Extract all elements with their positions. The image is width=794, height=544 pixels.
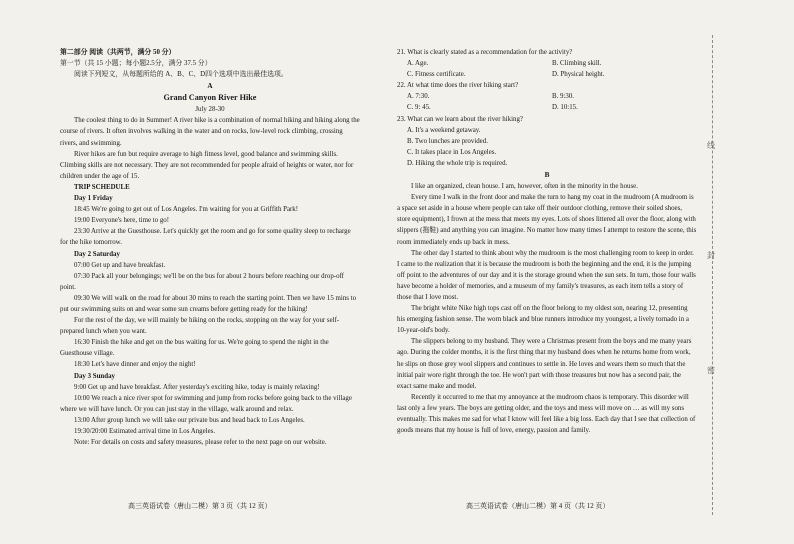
schedule-item: 23:30 Arrive at the Guesthouse. Let's quickly get the room and go for some quality sleep to recharge for the hike tomorrow. bbox=[60, 228, 351, 247]
schedule-item: 19:30/20:00 Estimated arrival time in Los Angeles. bbox=[74, 428, 216, 435]
option: D. 10:15. bbox=[552, 104, 578, 112]
question-23-options bbox=[397, 125, 697, 169]
schedule-item: 09:30 We will walk on the road for about 30 mins to reach the starting point. Then we have 15 mins to put our swimming suits on and wear some sun creams before getting ready for the hiking! bbox=[60, 294, 357, 313]
passage-a-date: July 28-30 bbox=[195, 106, 225, 114]
question-22-options bbox=[397, 91, 697, 113]
option: C. 9: 45. bbox=[407, 104, 431, 112]
page-footer-left: 高三英语试卷（唐山二模）第 3 页（共 12 页） bbox=[128, 502, 272, 510]
margin-mark: 封 bbox=[707, 251, 715, 260]
right-column bbox=[397, 47, 697, 436]
option: B. 9:30. bbox=[552, 93, 575, 101]
part-header: 第二部分 阅读（共两节，满分 50 分） bbox=[60, 49, 176, 56]
option: C. It takes place in Los Angeles. bbox=[407, 148, 497, 156]
schedule-item: 13:00 After group lunch we will take our private bus and head back to Los Angeles. bbox=[74, 416, 305, 424]
paragraph: Recently it occurred to me that my annoyance at the mudroom chaos is temporary. This disorder will last only a few years. The boys are getting older, and the toys and mess will move on … as will my sons eventually. This makes me sad for what I know will feel like a big loss. Each day that I see that collection of goods means that my house is full of love, energy, passion and family. bbox=[397, 393, 696, 435]
schedule-item: 18:45 We're going to get out of Los Angeles. I'm waiting for you at Griffith Park! bbox=[74, 206, 299, 214]
paragraph: The other day I started to think about why the mudroom is the most challenging room to keep in order. I came to the realization that it is because the mudroom is both the beginning and the end, it is the jumping off point to the adventures of our day and it is the storage ground when the sun sets. In turn, those four walls have become a holder of memories, and a museum of my family's treasures, as each item tells a story of those that I love most. bbox=[397, 249, 696, 301]
instruction: 阅读下列短文，从每题所给的 A、B、C、D四个选项中选出最佳选项。 bbox=[74, 71, 288, 79]
schedule-item: 19:00 Everyone's here, time to go! bbox=[74, 217, 170, 225]
option: D. Hiking the whole trip is required. bbox=[407, 159, 508, 167]
paragraph: River hikes are fun but require average to high fitness level, good balance and swimming skills. Climbing skills are not necessary. They are not recommended for people afraid of heights or water, nor for children under the age of 15. bbox=[60, 150, 354, 180]
option: C. Fitness certificate. bbox=[407, 71, 466, 79]
schedule-item: 18:30 Let's have dinner and enjoy the night! bbox=[74, 361, 196, 369]
option: D. Physical height. bbox=[552, 71, 605, 79]
schedule-heading: TRIP SCHEDULE bbox=[74, 183, 130, 191]
option: A. It's a weekend getaway. bbox=[407, 126, 481, 134]
note: Note: For details on costs and safety measures, please refer to the next page on our website. bbox=[74, 439, 327, 447]
binding-margin-line bbox=[712, 35, 713, 515]
schedule-item: For the rest of the day, we will mainly be hiking on the rocks, stopping on the way for your self-prepared lunch when you want. bbox=[60, 317, 340, 336]
schedule-item: 07:00 Get up and have breakfast. bbox=[74, 261, 166, 269]
question-21: 21. What is clearly stated as a recommendation for the activity? bbox=[397, 49, 573, 56]
question-22: 22. At what time does the river hiking start? bbox=[397, 82, 519, 90]
option: A. Age. bbox=[407, 60, 429, 68]
margin-mark: 线 bbox=[707, 141, 715, 150]
day-heading: Day 3 Sunday bbox=[74, 372, 115, 380]
day-heading: Day 2 Saturday bbox=[74, 250, 120, 258]
passage-a-letter: A bbox=[207, 82, 213, 91]
section-header: 第一节（共 15 小题；每小题2.5分，满分 37.5 分） bbox=[60, 60, 212, 68]
margin-mark: 密 bbox=[707, 366, 715, 375]
paragraph: Every time I walk in the front door and make the turn to hang my coat in the mudroom (A mudroom is a space set aside in a house where people can take off their outdoor clothing, remove their soiled shoes, store equipment), I frown at the mess that meets my eyes. Lots of shoes littered all over the floor, along with slippers (拖鞋) and anything you can imagine. No matter how many times I attempt to restore the scene, this room immediately ends up back in mess. bbox=[397, 194, 697, 246]
paragraph: The bright white Nike high tops cast off on the floor belong to my oldest son, nearing 12, presenting his emerging fashion sense. The worn black and blue runners introduce my youngest, a lively tornado in a 10-year-old's body. bbox=[397, 305, 689, 335]
question-21-options bbox=[397, 58, 697, 80]
schedule-item: 16:30 Finish the hike and get on the bus waiting for us. We're going to spend the night in the Guesthouse village. bbox=[60, 339, 329, 358]
option: B. Two lunches are provided. bbox=[407, 137, 488, 145]
paragraph: The slippers belong to my husband. They were a Christmas present from the boys and me many years ago. During the colder months, it is the first thing that my husband does when he returns home from work, he slips on those grey wool slippers and continues to settle in. He loves and wears them so much that the initial pair wore right through the toe. He won't part with those treasures but now has a second pair, the exact same make and model. bbox=[397, 338, 692, 390]
paragraph: I like an organized, clean house. I am, however, often in the minority in the house. bbox=[411, 183, 638, 191]
passage-a-title: Grand Canyon River Hike bbox=[163, 93, 257, 103]
schedule-item: 07:30 Pack all your belongings; we'll be on the bus for about 2 hours before reaching our drop-off point. bbox=[60, 272, 344, 291]
page-footer-right: 高三英语试卷（唐山二模）第 4 页（共 12 页） bbox=[466, 502, 610, 510]
left-column bbox=[60, 47, 360, 448]
option: A. 7:30. bbox=[407, 93, 430, 101]
question-23: 23. What can we learn about the river hiking? bbox=[397, 115, 523, 123]
passage-b-letter: B bbox=[544, 171, 550, 180]
day-heading: Day 1 Friday bbox=[74, 195, 113, 203]
option: B. Climbing skill. bbox=[552, 60, 602, 68]
schedule-item: 10:00 We reach a nice river spot for swimming and jump from rocks before going back to the village where we will have lunch. Or you can just stay in the village, walk around and relax. bbox=[60, 394, 352, 413]
paragraph: The coolest thing to do in Summer! A river hike is a combination of normal hiking and hiking along the course of rivers. It often involves walking in the water and on rocks, low-level rock climbing, crossing rivers, and swimming. bbox=[60, 117, 360, 147]
schedule-item: 9:00 Get up and have breakfast. After yesterday's exciting hike, today is mainly relaxing! bbox=[74, 383, 320, 391]
